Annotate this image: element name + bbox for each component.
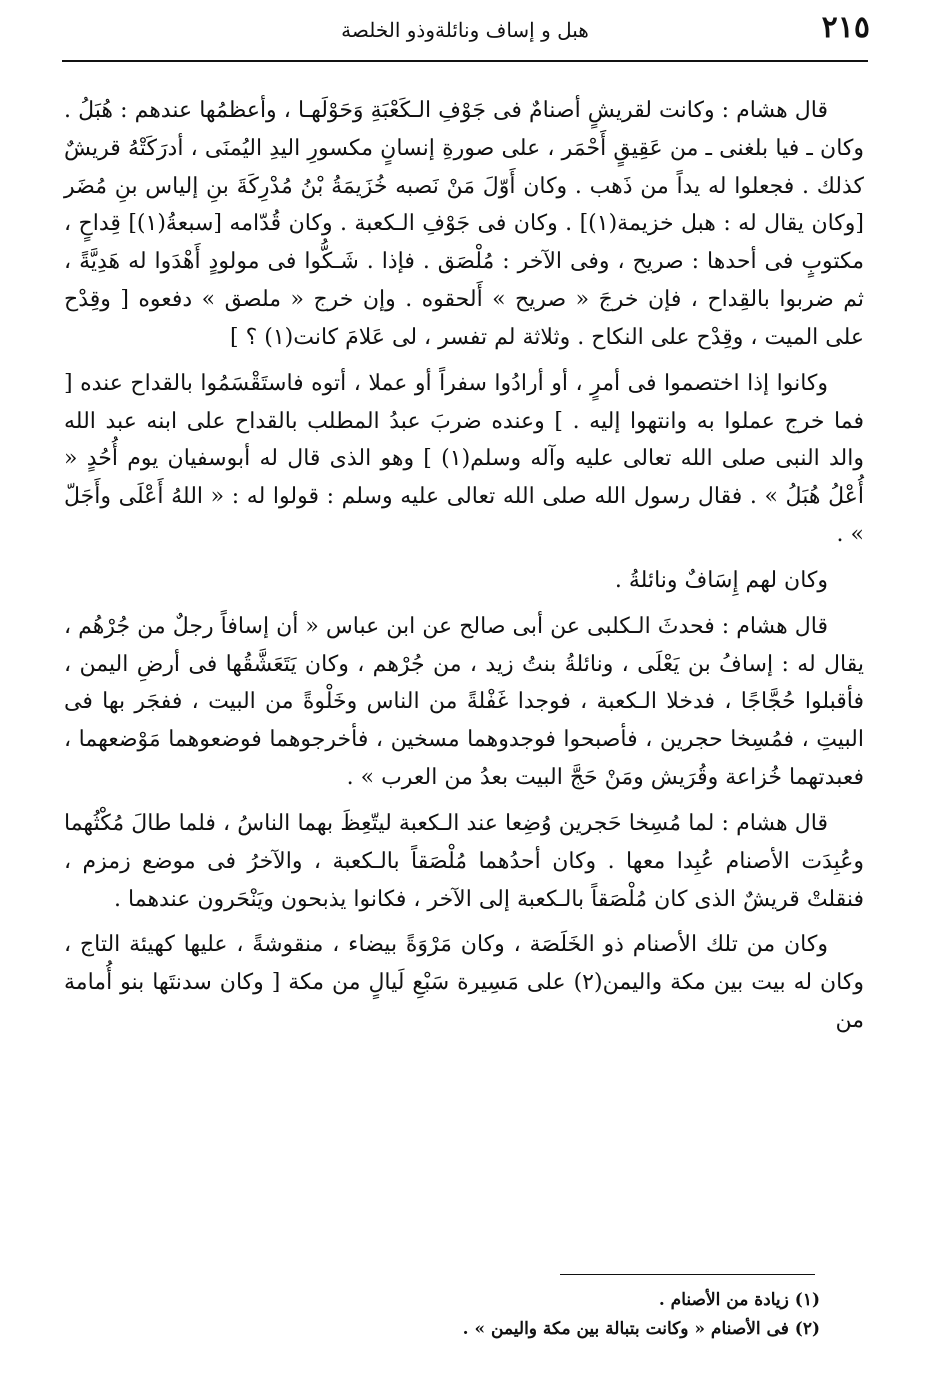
footnote-1: (١) زيادة من الأصنام . [658,1290,820,1310]
running-title: هبل و إساف ونائلةوذو الخلصة [341,18,589,42]
footnote-divider [560,1274,815,1275]
page-header [60,10,870,50]
paragraph-isaf-intro: وكان لهم إِسَافٌ ونائلةُ . [614,567,828,593]
paragraph-isaf-story: قال هشام : فحدثَ الـكلبى عن أبى صالح عن ابن عباس « أن إسافاً رجلٌ من جُرْهُم ، يقال له : إسافُ بن يَعْلَى ، ونائلةُ بنتُ زيد ، من جُرْهم ، وكان يَتَعَشَّقُها فى أرضِ اليمن ، فأقبلوا حُجَّاجًا ، فدخلا الـكعبة ، فوجدا غَفْلةً من الناس وخَلْوةً من البيت ، ففجَر بها فى البيتِ ، فمُسِخا حجرين ، فأصبحوا فوجدوهما مسخين ، فأخرجوهما فوضعوهما مَوْضعهما ، فعبدتهما خُزاعة وقُرَيش ومَنْ حَجَّ البيت بعدُ من العرب » . [64,613,864,791]
paragraph-dhul-khalasa: وكان من تلك الأصنام ذو الخَلَصَة ، وكان مَرْوَةً بيضاء ، منقوشةً ، عليها كهيئة التاج ، وكان له بيت بين مكة واليمن(٢) على مَسِيرة سَبْعِ لَيالٍ من مكة [ وكان سدنتَها بنو أُمامة من [64,932,864,1034]
paragraph-qidah: وكانوا إذا اختصموا فى أمرٍ ، أو أرادُوا سفراً أو عملا ، أتوه فاستَقْسَمُوا بالقداح عنده [ فما خرج عملوا به وانتهوا إليه . ] وعنده ضربَ عبدُ المطلب بالقداح على ابنه عبد الله والد النبى صلى الله تعالى عليه وآله وسلم(١) ] وهو الذى قال له أبوسفيان يوم أُحُدٍ « أُعْلُ هُبَلُ » . فقال رسول الله صلى الله تعالى عليه وسلم : قولوا له : « اللهُ أَعْلَى وأَجَلّ » . [64,370,864,548]
body-text [64,92,864,1048]
paragraph-hubal: قال هشام : وكانت لقريشٍ أصنامٌ فى جَوْفِ الـكَعْبَةِ وَحَوْلَهـا ، وأعظمُها عندهم : هُبَلُ . وكان ـ فيا بلغنى ـ من عَقِيقٍ أَحْمَر ، على صورةِ إنسانٍ مكسورِ اليدِ اليُمنَى ، أدرَكَتْهُ قريشٌ كذلك . فجعلوا له يداً من ذَهب . وكان أَوّلَ مَنْ نَصبه خُزَيمَةُ بْنُ مُدْرِكَةَ بنِ إلياس بنِ مُضَر [وكان يقال له : هبل خزيمة(١)] . وكان فى جَوْفِ الـكعبة . وكان قُدّامه [سبعةُ(١)] قِداحٍ ، مكتوبٍ فى أحدها : صريح ، وفى الآخر : مُلْصَق . فإذا . شَـكُّوا فى مولودٍ أَهْدَوا له هَدِيَّةً ، ثم ضربوا بالقِداح ، فإن خرجَ « صريح » أَلحقوه . وإن خرج « ملصق » دفعوه [ وقِدْح على الميت ، وقِدْح على النكاح . وثلاثة لم تفسر ، لى عَلامَ كانت(١) ؟ ] [64,98,864,350]
paragraph-isaf-worship: قال هشام : لما مُسِخا حَجرين وُضِعا عند الـكعبة ليتّعِظَ بهما الناسُ ، فلما طالَ مُكْثُهما وعُبِدَت الأصنام عُبِدا معها . وكان أحدُهما مُلْصَقاً بالـكعبة ، والآخرُ فى موضع زمزم ، فنقلتْ قريشٌ الذى كان مُلْصَقاً بالـكعبة إلى الآخر ، فكانوا يذبحون ويَنْحَرون عندهما . [64,810,864,912]
page-number: ٢١٥ [821,10,870,45]
footnote-2: (٢) فى الأصنام « وكانت بتبالة بين مكة واليمن » . [462,1318,820,1339]
footnotes [300,1286,820,1344]
header-divider [62,60,868,62]
